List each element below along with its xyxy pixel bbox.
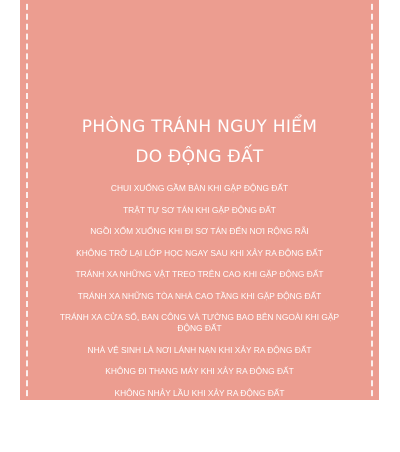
list-item: TRÁNH XA NHỮNG TÒA NHÀ CAO TẦNG KHI GẶP ĐỘNG ĐẤT	[77, 290, 322, 301]
list-item: KHÔNG TRỞ LẠI LỚP HỌC NGAY SAU KHI XẢY RA ĐỘNG ĐẤT	[76, 247, 323, 258]
list-item: TRẬT TỰ SƠ TÁN KHI GẶP ĐỘNG ĐẤT	[123, 204, 276, 215]
safety-list	[20, 183, 379, 452]
list-item: GIỮ SỨC KHI BỊ VÙI LẤP DƯỚI ĐỐNG ĐỔ NÁT	[107, 409, 292, 419]
poster-title	[20, 112, 379, 172]
poster-title-line1: PHÒNG TRÁNH NGUY HIỂM	[81, 117, 318, 137]
list-item: CHUI XUỐNG GẦM BÀN KHI GẶP ĐỘNG ĐẤT	[110, 183, 289, 193]
list-item: KHÔNG NHẢY LẦU KHI XẢY RA ĐỘNG ĐẤT	[114, 387, 285, 398]
list-item: TRÁNH XA CỬA SỔ, BAN CÔNG VÀ TƯỜNG BAO BÊN NGOÀI KHI GẶP ĐỘNG ĐẤT	[59, 312, 340, 333]
list-item: NGỒI XỔM XUỐNG KHI ĐI SƠ TÁN ĐẾN NƠI RỘNG RÃI	[90, 226, 309, 236]
poster	[20, 0, 379, 441]
poster-title-line2: DO ĐỘNG ĐẤT	[135, 147, 264, 167]
list-item: KHÔNG ĐI THANG MÁY KHI XẢY RA ĐỘNG ĐẤT	[105, 366, 294, 376]
list-item: TRÁNH XA NHỮNG VẬT TREO TRÊN CAO KHI GẶP ĐỘNG ĐẤT	[75, 269, 324, 279]
list-item: KHÔNG TIN NHỮNG LỜI ĐỒN ĐẠI VỀ ĐỘNG ĐẤT	[102, 430, 297, 441]
list-item: NHÀ VỆ SINH LÀ NƠI LÁNH NẠN KHI XẢY RA ĐỘNG ĐẤT	[87, 344, 312, 355]
